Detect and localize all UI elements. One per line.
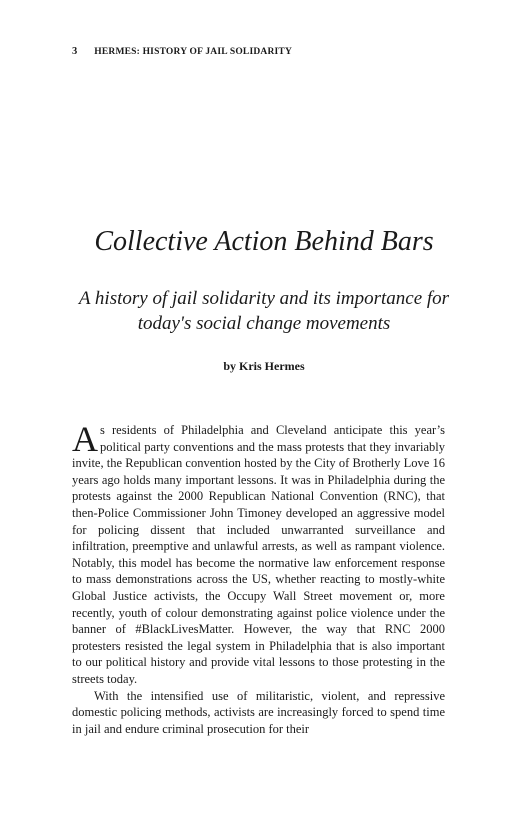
paragraph: With the intensified use of militaristic, violent, and repressive domestic policing methods, activists are increasingly forced to spend time in jail and endure criminal prosecution for their <box>72 688 445 736</box>
drop-cap: A <box>72 419 98 459</box>
article-title: Collective Action Behind Bars <box>94 226 434 257</box>
running-header <box>72 46 292 57</box>
paragraph-text: s residents of Philadelphia and Cleveland anticipate this year’s political party conventions and the mass protests that they invariably invite, the Republican convention hosted by the City of Brotherly Love 16 years ago holds many important lessons. It was in Philadelphia during the protests against the 2000 Republican National Convention (RNC), that then-Police Commissioner John Timoney developed an aggressive model for policing dissent that included unwarranted surveillance and infiltration, preemptive and unlawful arrests, as well as rampant violence. Notably, this model has become the normative law enforcement response to mass demonstrations across the US, whether reacting to mostly-white Global Justice activists, the Occupy Wall Street movement or, more recently, youth of colour demonstrating against police violence under the banner of #BlackLivesMatter. However, the way that RNC 2000 protesters resisted the legal system in Philadelphia that is also important to our political history and provide vital lessons to those protesting in the streets today. <box>72 423 445 686</box>
article-subtitle: A history of jail solidarity and its importance for today's social change movements <box>78 288 450 334</box>
byline: by Kris Hermes <box>223 359 305 373</box>
running-title: HERMES: HISTORY OF JAIL SOLIDARITY <box>94 47 293 57</box>
page-number: 3 <box>72 46 78 57</box>
article-body <box>72 419 445 737</box>
paragraph <box>72 419 445 688</box>
